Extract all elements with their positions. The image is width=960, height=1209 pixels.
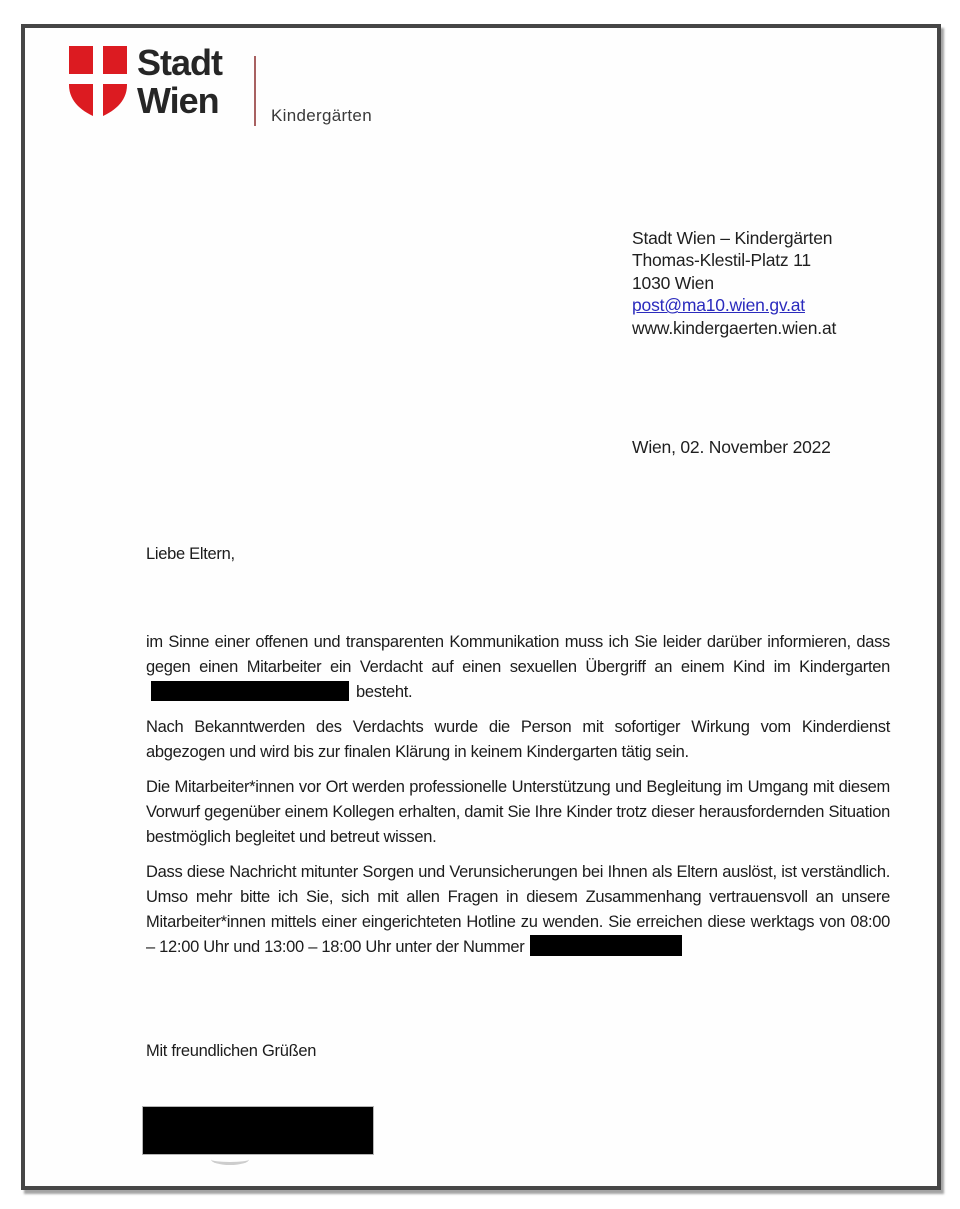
paragraph-3: Die Mitarbeiter*innen vor Ort werden professionelle Unterstützung und Begleitung im Umgang mit diesem Vorwurf gegenüber einem Kollegen erhalten, damit Sie Ihre Kinder trotz dieser herausfordernden Situation bestmöglich begleitet und betreut wissen. bbox=[146, 778, 890, 846]
redaction-box-signature bbox=[142, 1106, 374, 1155]
brand-wordmark bbox=[137, 44, 222, 120]
sender-city: 1030 Wien bbox=[632, 272, 714, 293]
sender-street: Thomas-Klestil-Platz 11 bbox=[632, 250, 811, 271]
closing-line: Mit freundlichen Grüßen bbox=[146, 1042, 317, 1060]
sender-org: Stadt Wien – Kindergärten bbox=[632, 228, 833, 248]
sender-address-block bbox=[632, 227, 836, 339]
date-line: Wien, 02. November 2022 bbox=[632, 437, 831, 457]
redaction-box-kindergarten-name bbox=[151, 681, 349, 701]
redaction-box-phone-number bbox=[530, 935, 682, 956]
salutation: Liebe Eltern, bbox=[146, 545, 235, 563]
letter-page bbox=[21, 24, 941, 1190]
brand-line-2: Wien bbox=[137, 80, 219, 121]
paragraph-4-text: Dass diese Nachricht mitunter Sorgen und Verunsicherungen bei Ihnen als Eltern auslöst, ist verständlich. Umso mehr bitte ich Sie, sich mit allen Fragen in diesem Zusammenhang vertrauensvoll an unsere Mitarbeiter*innen mittels einer eingerichteten Hotline zu wenden. Sie erreichen diese werktags von 08:00 – 12:00 Uhr und 13:00 – 18:00 Uhr unter der Nummer bbox=[146, 863, 890, 956]
wien-shield-icon bbox=[68, 45, 128, 119]
logo-divider bbox=[254, 56, 256, 126]
signature-ink-trace bbox=[211, 1154, 249, 1165]
sender-email-link[interactable]: post@ma10.wien.gv.at bbox=[632, 295, 805, 316]
paragraph-2: Nach Bekanntwerden des Verdachts wurde die Person mit sofortiger Wirkung vom Kinderdienst abgezogen und wird bis zur finalen Klärung in keinem Kindergarten tätig sein. bbox=[146, 718, 890, 761]
sender-website: www.kindergaerten.wien.at bbox=[632, 317, 837, 338]
paragraph-1-text: im Sinne einer offenen und transparenten Kommunikation muss ich Sie leider darüber informieren, dass gegen einen Mitarbeiter ein Verdacht auf einen sexuellen Übergriff an einem Kind im Kindergarten bbox=[146, 633, 890, 676]
department-label: Kindergärten bbox=[271, 106, 372, 125]
letter-body bbox=[146, 542, 890, 970]
brand-line-1: Stadt bbox=[137, 42, 222, 83]
paragraph-1 bbox=[146, 630, 890, 705]
paragraph-1-text-end: besteht. bbox=[356, 683, 413, 701]
paragraph-4 bbox=[146, 860, 890, 960]
